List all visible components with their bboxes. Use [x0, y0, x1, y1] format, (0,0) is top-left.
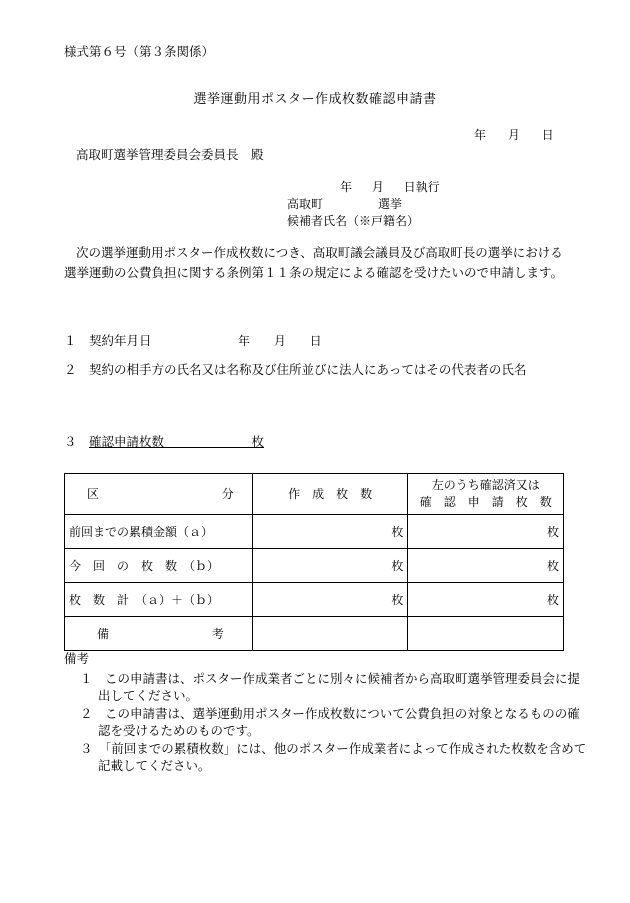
remarks-created-cell [252, 617, 408, 651]
row-count: 枚 [252, 549, 408, 583]
row-label: 枚 数 計 （ａ）＋（ｂ） [65, 583, 253, 617]
item-contract-party: ２ 契約の相手方の氏名又は名称及び住所並びに法人にあってはその代表者の氏名 [64, 362, 527, 377]
form-label: 様式第６号（第３条関係） [64, 44, 215, 59]
town-name: 高取町 [287, 197, 324, 211]
row-label: 今 回 の 枚 数 （ｂ） [65, 549, 253, 583]
remarks-confirmed-cell [408, 617, 564, 651]
document-title: 選挙運動用ポスター作成枚数確認申請書 [193, 92, 437, 107]
election-execution-date: 年 月 日執行 [340, 180, 440, 194]
table-row [65, 549, 564, 583]
row-count: 枚 [252, 583, 408, 617]
row-confirmed: 枚 [408, 549, 564, 583]
row-count: 枚 [252, 515, 408, 549]
header-confirmed-line1: 左のうち確認済又は [431, 478, 540, 492]
note-item: ３ 「前回までの累積枚数」には、他のポスター作成業者によって作成された枚数を含めて記載してください。 [80, 741, 587, 773]
candidate-name: 候補者氏名（※戸籍名） [287, 214, 420, 228]
table-remarks-row [65, 617, 564, 651]
header-confirmed-line2: 確 認 申 請 枚 数 [419, 495, 552, 509]
recipient: 高取町選挙管理委員会委員長 殿 [76, 147, 264, 162]
item-requested-count-label: 確認申請枚数 枚 [89, 434, 265, 449]
header-category-a: 区 [87, 486, 100, 501]
header-category [65, 474, 253, 515]
count-table [64, 473, 564, 651]
note-item: １ この申請書は、ポスター作成業者ごとに別々に候補者から高取町選挙管理委員会に提出してください。 [80, 671, 581, 703]
row-confirmed: 枚 [408, 583, 564, 617]
remarks-label-b: 考 [211, 627, 224, 641]
table-header-row [65, 474, 564, 515]
item-requested-count [64, 434, 264, 450]
application-date: 年 月 日 [474, 128, 554, 142]
remarks-label [65, 617, 253, 651]
item-contract-date: １ 契約年月日 [64, 333, 152, 348]
remarks-label-a: 備 [97, 627, 110, 641]
header-confirmed-count [408, 474, 564, 515]
election-name: 選挙 [378, 197, 403, 211]
row-confirmed: 枚 [408, 515, 564, 549]
header-created-count: 作 成 枚 数 [252, 474, 408, 515]
note-item: ２ この申請書は、選挙運動用ポスター作成枚数について公費負担の対象となるものの確認を受けるためのものです。 [80, 706, 580, 738]
item-contract-date-value: 年 月 日 [238, 334, 322, 348]
header-category-b: 分 [221, 486, 234, 501]
item-requested-count-number: ３ [64, 434, 90, 449]
table-row [65, 583, 564, 617]
notes-title: 備考 [64, 651, 90, 666]
body-paragraph: 次の選挙運動用ポスター作成枚数につき、高取町議会議員及び高取町長の選挙における選挙運動の公費負担に関する条例第１１条の規定による確認を受けたいので申請します。 [64, 245, 564, 280]
row-label: 前回までの累積金額（ａ） [65, 515, 253, 549]
table-row [65, 515, 564, 549]
